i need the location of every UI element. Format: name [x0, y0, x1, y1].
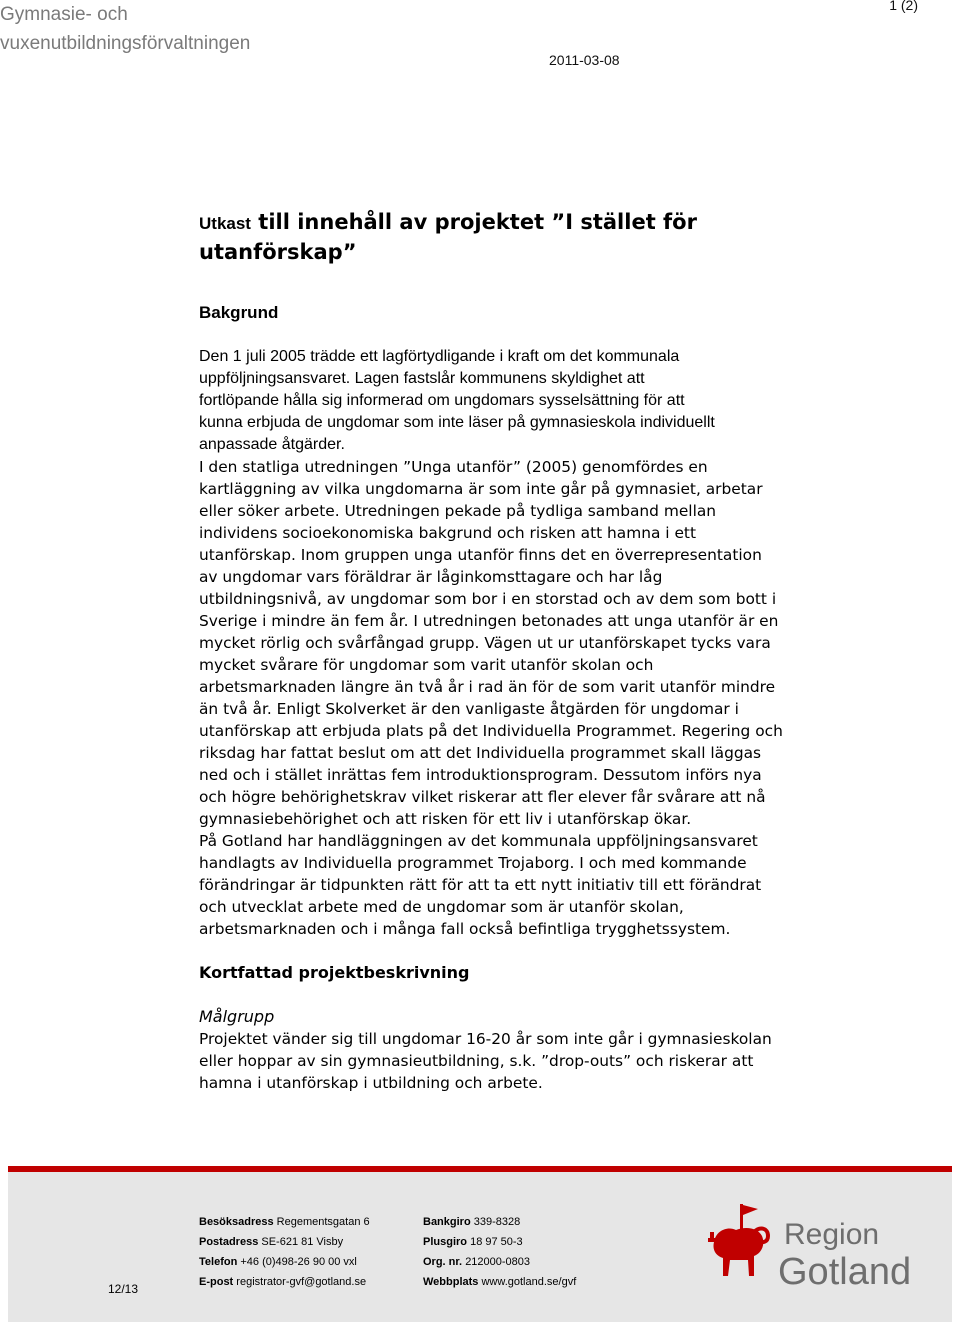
footer-value: 212000-0803	[465, 1256, 531, 1268]
footer-label: Postadress	[199, 1236, 259, 1248]
para3-line: och utvecklat arbete med de ungdomar som är utanför skolan,	[199, 898, 684, 916]
footer-row	[423, 1232, 576, 1252]
subheading-malgrupp: Målgrupp	[199, 1007, 275, 1026]
paragraph-2	[199, 456, 939, 830]
paragraph-1	[199, 346, 939, 456]
para3-line: förändringar är tidpunkten rätt för att ta ett nytt initiativ till ett förändrat	[199, 876, 762, 894]
title-text-line-2: utanförskap”	[199, 240, 357, 264]
footer-value: www.gotland.se/gvf	[481, 1276, 577, 1288]
para2-line: eller söker arbete. Utredningen pekade på tydliga samband mellan	[199, 502, 717, 520]
footer-label: Telefon	[199, 1256, 238, 1268]
footer-value: Regementsgatan 6	[276, 1216, 370, 1228]
para1-line: anpassade åtgärder.	[199, 436, 345, 453]
para2-line: I den statliga utredningen ”Unga utanför” (2005) genomfördes en	[199, 458, 708, 476]
para2-line: gymnasiebehörighet och att risken för ett liv i utanförskap ökar.	[199, 810, 692, 828]
para2-line: utanförskap. Inom gruppen unga utanför finns det en överrepresentation	[199, 546, 762, 564]
para2-line: arbetsmarknaden längre än två år i rad än för de som varit utanför mindre	[199, 678, 776, 696]
region-gotland-logo	[706, 1202, 916, 1292]
title-draft-label: Utkast	[199, 214, 251, 233]
para3-line: handlagts av Individuella programmet Trojaborg. I och med kommande	[199, 854, 747, 872]
footer-label: Bankgiro	[423, 1216, 471, 1228]
gotland-ram-icon	[708, 1204, 768, 1276]
para2-line: riksdag har fattat beslut om att det Individuella programmet skall läggas	[199, 744, 762, 762]
footer-row	[423, 1252, 576, 1272]
para2-line: mycket svårare för ungdomar som varit utanför skolan och	[199, 656, 654, 674]
para3-line: På Gotland har handläggningen av det kommunala uppföljningsansvaret	[199, 832, 758, 850]
para2-line: och högre behörighetskrav vilket riskerar att fler elever får svårare att nå	[199, 788, 766, 806]
footer-contact-column	[199, 1212, 370, 1292]
page-number: 1 (2)	[889, 0, 918, 13]
footer-value: 339-8328	[473, 1216, 521, 1228]
para2-line: utanförskap att erbjuda plats på det Individuella Programmet. Regering och	[199, 722, 783, 740]
para1-line: Den 1 juli 2005 trädde ett lagförtydligande i kraft om det kommunala	[199, 348, 680, 365]
footer-value: 18 97 50-3	[470, 1236, 523, 1248]
para2-line: kartläggning av vilka ungdomarna är som inte går på gymnasiet, arbetar	[199, 480, 763, 498]
footer-label: Besöksadress	[199, 1216, 274, 1228]
para4-line: eller hoppar av sin gymnasieutbildning, s.k. ”drop-outs” och riskerar att	[199, 1052, 754, 1070]
document-body	[199, 208, 939, 1094]
footer-row	[199, 1252, 370, 1272]
para4-line: hamna i utanförskap i utbildning och arbete.	[199, 1074, 543, 1092]
footer-label: Webbplats	[423, 1276, 479, 1288]
heading-bakgrund: Bakgrund	[199, 303, 279, 322]
para3-line: arbetsmarknaden och i många fall också befintliga trygghetssystem.	[199, 920, 731, 938]
footer-row	[199, 1212, 370, 1232]
document-date: 2011-03-08	[549, 52, 620, 68]
footer-page-fraction: 12/13	[108, 1282, 139, 1296]
paragraph-3	[199, 830, 939, 940]
footer-finance-column	[423, 1212, 576, 1292]
heading-projektbeskrivning: Kortfattad projektbeskrivning	[199, 963, 470, 982]
organization-line-1: Gymnasie- och	[0, 4, 128, 25]
para2-line: av ungdomar vars föräldrar är låginkomsttagare och har låg	[199, 568, 663, 586]
footer-row	[199, 1232, 370, 1252]
para1-line: fortlöpande hålla sig informerad om ungdomars sysselsättning för att	[199, 392, 685, 409]
logo-word-gotland: Gotland	[778, 1251, 912, 1292]
footer-label: Org. nr.	[423, 1256, 463, 1268]
footer-row	[423, 1212, 576, 1232]
para1-line: uppföljningsansvaret. Lagen fastslår kommunens skyldighet att	[199, 370, 645, 387]
para2-line: utbildningsnivå, av ungdomar som bor i en storstad och av dem som bott i	[199, 590, 777, 608]
para2-line: individens socioekonomiska bakgrund och risken att hamna i ett	[199, 524, 696, 542]
para4-line: Projektet vänder sig till ungdomar 16-20 år som inte går i gymnasieskolan	[199, 1030, 772, 1048]
footer-row	[423, 1272, 576, 1292]
footer-value: +46 (0)498-26 90 00 vxl	[240, 1256, 357, 1268]
footer-row	[199, 1272, 370, 1292]
title-text: till innehåll av projektet ”I stället för	[250, 210, 697, 234]
footer-value: registrator-gvf@gotland.se	[236, 1276, 367, 1288]
footer-label: Plusgiro	[423, 1236, 468, 1248]
para2-line: ned och i stället inrättas fem introduktionsprogram. Dessutom införs nya	[199, 766, 762, 784]
organization-name	[0, 0, 250, 58]
footer-value: SE-621 81 Visby	[261, 1236, 344, 1248]
organization-line-2: vuxenutbildningsförvaltningen	[0, 33, 251, 54]
footer-label: E-post	[199, 1276, 234, 1288]
paragraph-4	[199, 1028, 939, 1094]
logo-word-region: Region	[784, 1218, 880, 1251]
para2-line: än två år. Enligt Skolverket är den vanligaste åtgärden för ungdomar i	[199, 700, 739, 718]
document-title	[199, 208, 939, 266]
para2-line: Sverige i mindre än fem år. I utredningen betonades att unga utanför är en	[199, 612, 779, 630]
para1-line: kunna erbjuda de ungdomar som inte läser på gymnasieskola individuellt	[199, 414, 715, 431]
para2-line: mycket rörlig och svårfångad grupp. Vägen ut ur utanförskapet tycks vara	[199, 634, 771, 652]
